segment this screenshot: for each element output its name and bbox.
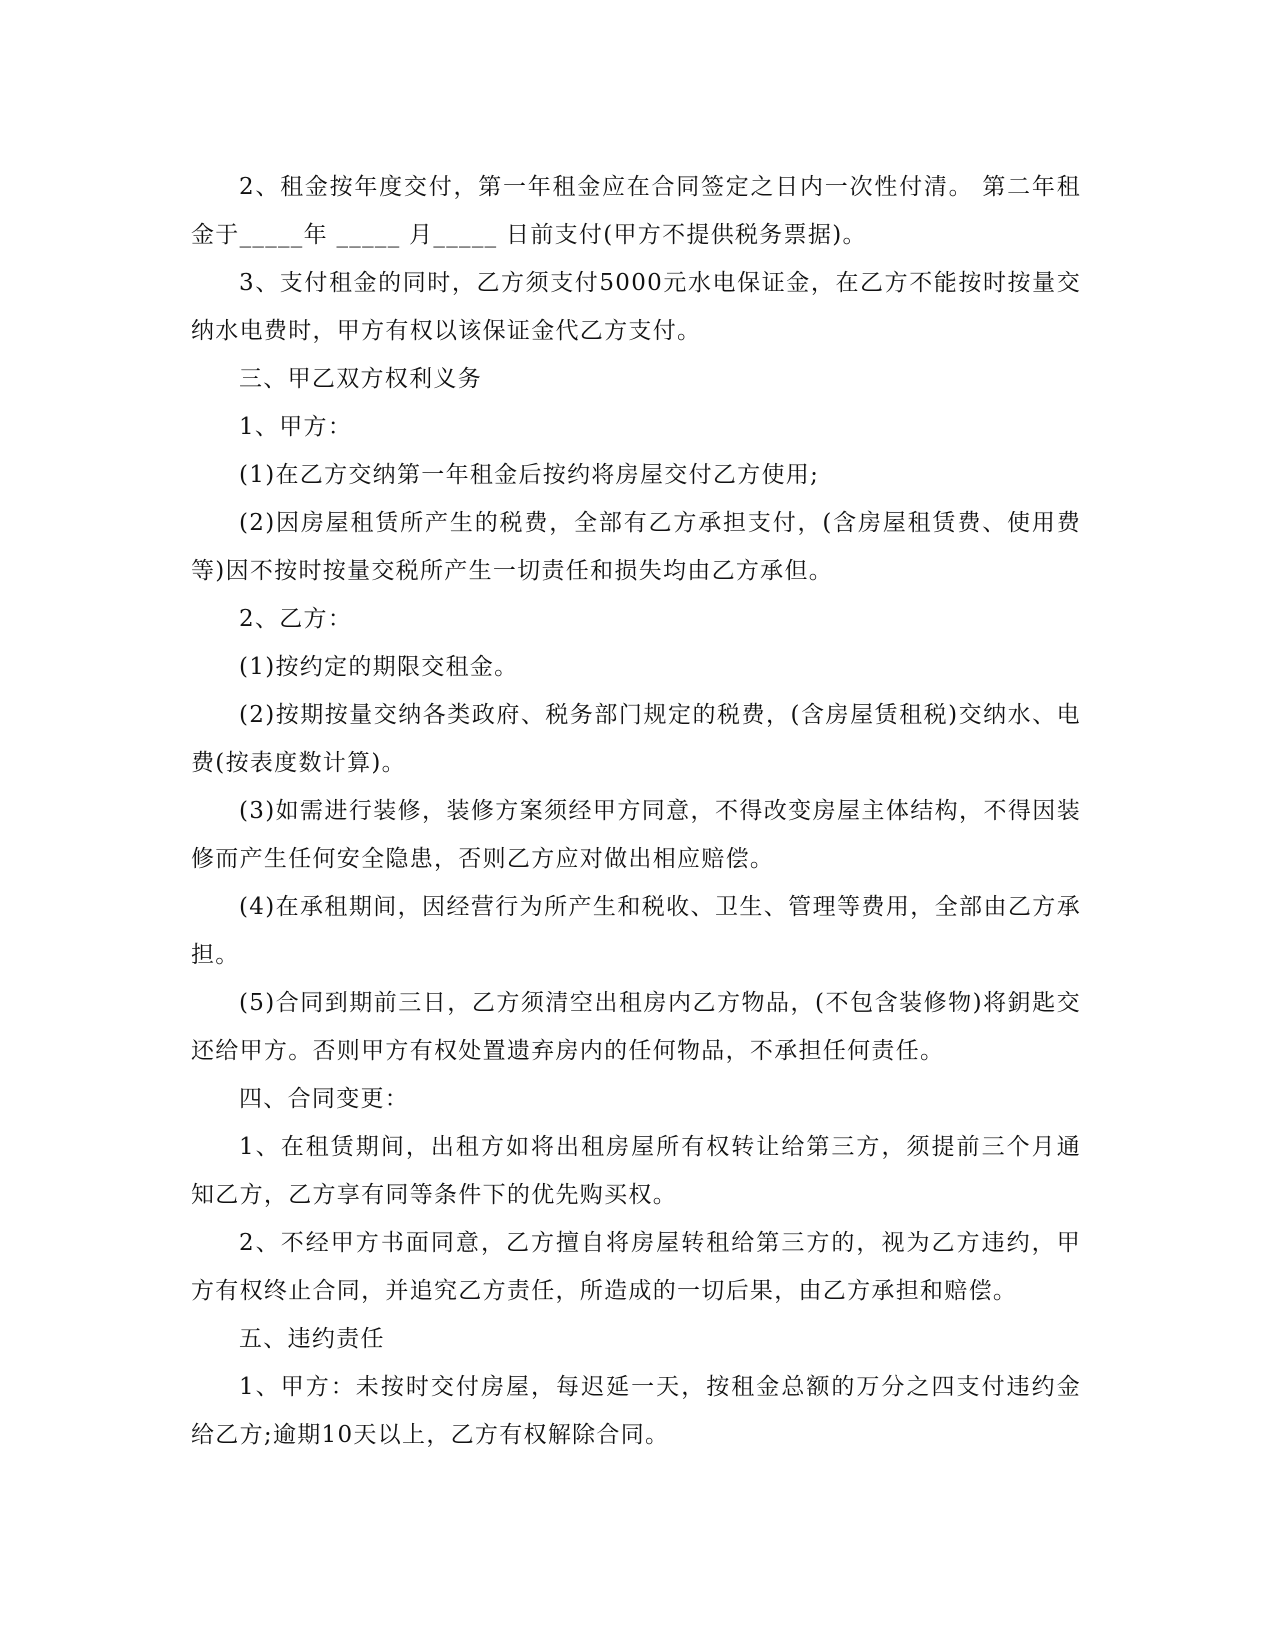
clause-party-b-1: (1)按约定的期限交租金。 (239, 654, 519, 680)
clause-party-b-5: (5)合同到期前三日，乙方须清空出租房内乙方物品，(不包含装修物)将鈅匙交还给甲方。否则甲方有权处置遗弃房内的任何物品，不承担任何责任。 (191, 990, 1081, 1064)
clause-party-b-4: (4)在承租期间，因经营行为所产生和税收、卫生、管理等费用，全部由乙方承担。 (191, 894, 1081, 968)
section-heading-contract-change: 四、合同变更： (239, 1086, 410, 1112)
clause-party-b-2: (2)按期按量交纳各类政府、税务部门规定的税费，(含房屋赁租税)交纳水、电费(按表度数计算)。 (191, 702, 1081, 776)
paragraph-utility-deposit: 3、支付租金的同时，乙方须支付5000元水电保证金，在乙方不能按时按量交纳水电费时，甲方有权以该保证金代乙方支付。 (191, 270, 1081, 344)
clause-party-b-3: (3)如需进行装修，装修方案须经甲方同意，不得改变房屋主体结构，不得因装修而产生任何安全隐患，否则乙方应对做出相应赔偿。 (191, 798, 1081, 872)
subheading-party-a: 1、甲方： (239, 414, 353, 440)
clause-change-2: 2、不经甲方书面同意，乙方擅自将房屋转租给第三方的，视为乙方违约，甲方有权终止合同，并追究乙方责任，所造成的一切后果，由乙方承担和赔偿。 (191, 1230, 1081, 1304)
clause-breach-1: 1、甲方：未按时交付房屋，每迟延一天，按租金总额的万分之四支付违约金给乙方;逾期10天以上，乙方有权解除合同。 (191, 1374, 1081, 1448)
clause-party-a-2: (2)因房屋租赁所产生的税费，全部有乙方承担支付，(含房屋租赁费、使用费等)因不按时按量交税所产生一切责任和损失均由乙方承但。 (191, 510, 1081, 584)
clause-change-1: 1、在租赁期间，出租方如将出租房屋所有权转让给第三方，须提前三个月通知乙方，乙方享有同等条件下的优先购买权。 (191, 1134, 1081, 1208)
document-body (191, 163, 1081, 1459)
section-heading-rights-obligations: 三、甲乙双方权利义务 (239, 366, 482, 392)
subheading-party-b: 2、乙方： (239, 606, 353, 632)
section-heading-breach-liability: 五、违约责任 (239, 1326, 385, 1352)
paragraph-rent-payment-schedule: 2、租金按年度交付，第一年租金应在合同签定之日内一次性付清。 第二年租金于_____年 _____ 月_____ 日前支付(甲方不提供税务票据)。 (191, 174, 1081, 248)
clause-party-a-1: (1)在乙方交纳第一年租金后按约将房屋交付乙方使用; (239, 462, 820, 488)
